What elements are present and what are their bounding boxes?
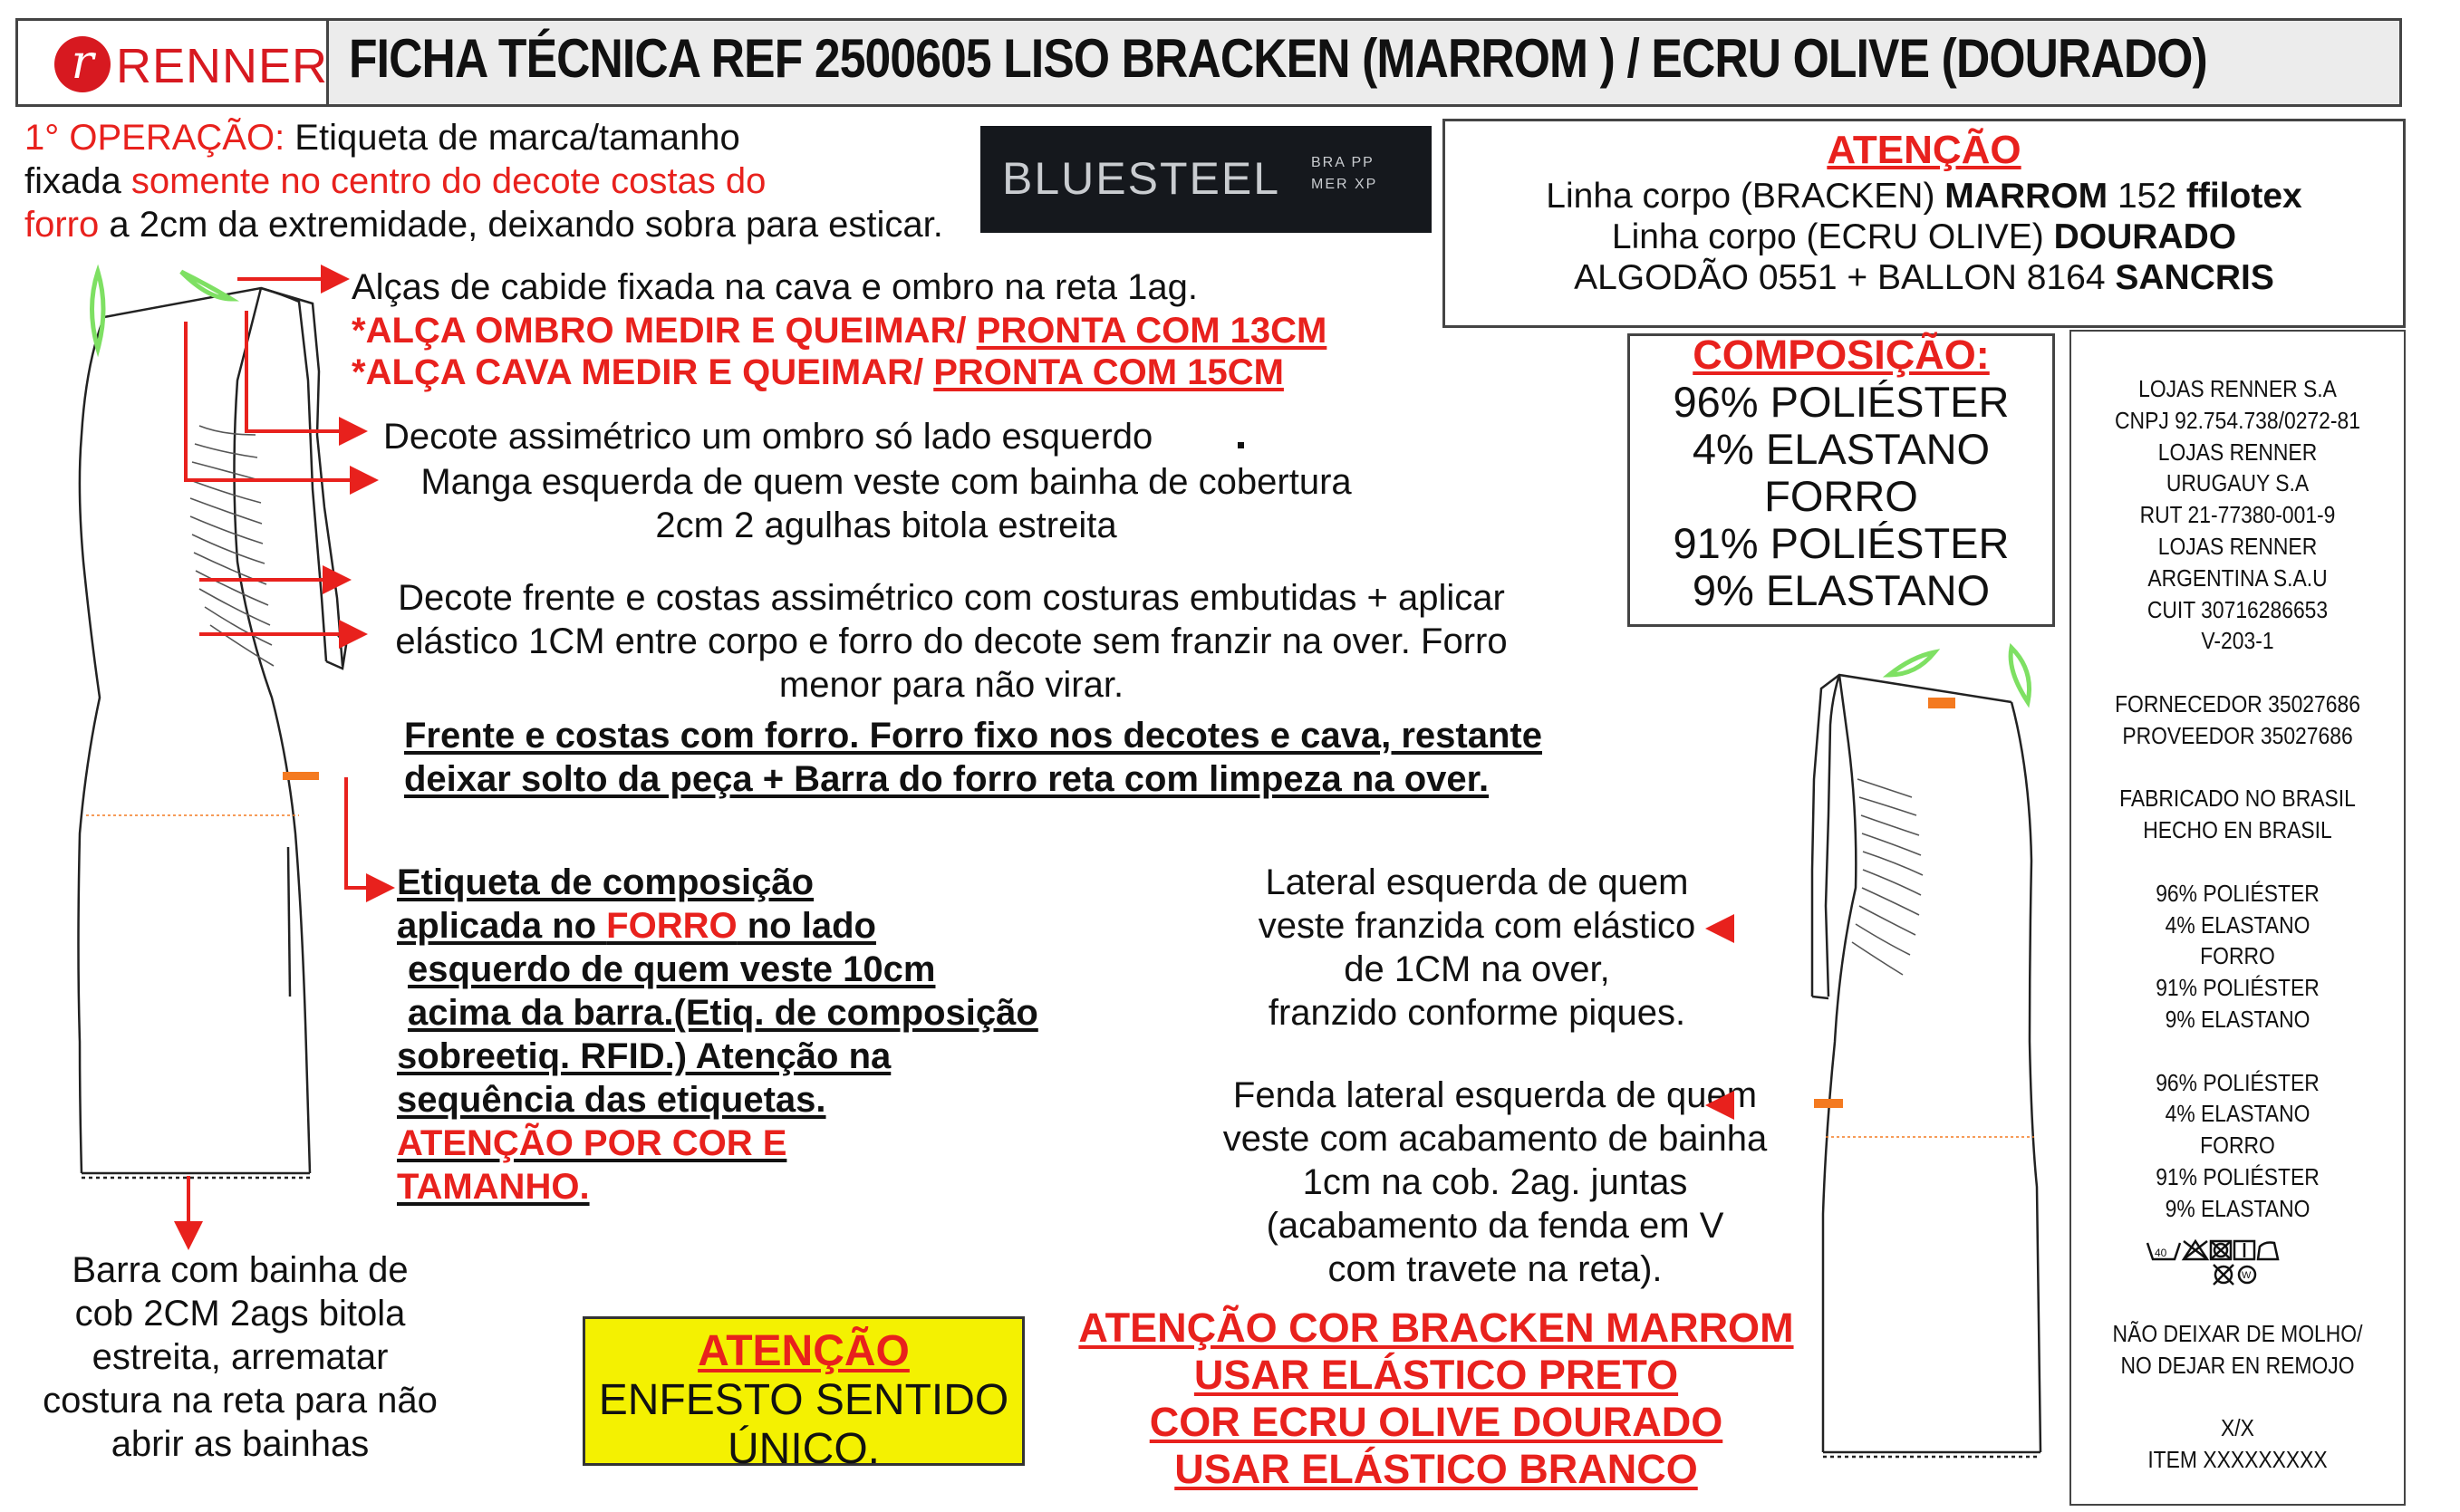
thread-1b: MARROM [1944, 177, 2108, 216]
shoulder-loop-a: *ALÇA OMBRO MEDIR E QUEIMAR/ [352, 311, 977, 351]
etiq-2b: FORRO [606, 906, 738, 946]
care-label-line: HECHO EN BRASIL [2143, 816, 2332, 844]
operation-text-3: somente no centro do decote costas do [130, 161, 767, 201]
care-label-line: LOJAS RENNER [2157, 533, 2318, 560]
care-label-line: CUIT 30716286653 [2146, 595, 2329, 623]
care-label-line: 96% POLIÉSTER [2156, 1068, 2320, 1096]
care-label-line: PROVEEDOR 35027686 [2122, 721, 2353, 749]
care-label-line: 4% ELASTANO [2165, 910, 2310, 939]
fenda-3: 1cm na cob. 2ag. juntas [1302, 1162, 1688, 1202]
brand-label-name: BLUESTEEL [1002, 153, 1281, 204]
care-label-line: URUGAUY S.A [2166, 469, 2310, 497]
care-label-line: FORRO [2200, 1132, 2275, 1160]
cutting-attention-title: ATENÇÃO [698, 1327, 910, 1375]
care-label-line: LOJAS RENNER S.A [2138, 375, 2337, 402]
care-label-line: CNPJ 92.754.738/0272-81 [2115, 406, 2360, 434]
fenda-5: com travete na reta). [1327, 1249, 1663, 1289]
thread-1c: 152 [2108, 177, 2186, 216]
armhole-loop-a: *ALÇA CAVA MEDIR E QUEIMAR/ [352, 352, 934, 392]
thread-line-3 [1442, 258, 2406, 298]
composition-title: COMPOSIÇÃO: [1693, 332, 1990, 378]
armhole-loop-note [352, 351, 1284, 394]
thread-line-1 [1442, 177, 2406, 217]
armhole-loop-b: PRONTA COM 15CM [933, 352, 1284, 392]
cutting-attention-line-2: ÚNICO. [728, 1425, 880, 1473]
barra-3: estreita, arrematar [92, 1337, 389, 1377]
composition-label-mark [283, 772, 319, 780]
thread-2b: DOURADO [2053, 217, 2237, 256]
svg-text:W: W [2242, 1270, 2252, 1281]
care-label-line: LOJAS RENNER [2157, 438, 2318, 466]
lining-note-2: deixar solto da peça + Barra do forro reta com limpeza na over. [404, 759, 1490, 799]
etiq-3: esquerdo de quem veste 10cm [408, 949, 936, 989]
sleeve-note-2: 2cm 2 agulhas bitola estreita [655, 506, 1117, 545]
fenda-1: Fenda lateral esquerda de quem [1232, 1075, 1758, 1115]
barra-4: costura na reta para não [43, 1381, 438, 1421]
brand-label-mark [1928, 698, 1955, 708]
lateral-3: de 1CM na over, [1344, 949, 1610, 989]
color-elastic-note [1042, 1305, 1830, 1493]
etiq-5: sobreetiq. RFID.) Atenção na [397, 1036, 892, 1076]
renner-logo-icon: r [54, 36, 111, 92]
lateral-1: Lateral esquerda de quem [1265, 862, 1689, 902]
composition-line: 9% ELASTANO [1692, 566, 1991, 614]
care-label-line: 96% POLIÉSTER [2156, 879, 2320, 907]
slit-mark [1814, 1099, 1843, 1108]
brand-name: RENNER [116, 39, 329, 93]
hanger-loop-note: Alças de cabide fixada na cava e ombro na reta 1ag. [352, 267, 1198, 307]
composition-line: 4% ELASTANO [1692, 425, 1991, 473]
etiq-2c: no lado [737, 906, 876, 946]
cutting-attention-line-1: ENFESTO SENTIDO [598, 1376, 1009, 1424]
fenda-2: veste com acabamento de bainha [1222, 1119, 1768, 1159]
neckline-fb-3: menor para não virar. [778, 665, 1124, 705]
operation-text-4: forro [24, 205, 100, 245]
care-label-line: 91% POLIÉSTER [2156, 1163, 2320, 1190]
barra-1: Barra com bainha de [72, 1250, 409, 1290]
care-label-line: FORRO [2200, 942, 2275, 970]
hanger-loop-icon [1889, 652, 1934, 675]
care-label-bottom-line: NÃO DEIXAR DE MOLHO/ [2112, 1320, 2363, 1347]
neckline-fb-2: elástico 1CM entre corpo e forro do decote sem franzir na over. Forro [395, 621, 1508, 661]
size-line-2: MER XP [1311, 177, 1378, 192]
care-label-bottom-line: ITEM XXXXXXXXX [2147, 1446, 2328, 1474]
etiq-4: acima da barra.(Etiq. de composição [408, 993, 1038, 1033]
color-note-4: USAR ELÁSTICO BRANCO [1174, 1446, 1698, 1492]
lining-note [404, 714, 1542, 801]
attention-title: ATENÇÃO [1827, 128, 2021, 172]
thread-3a: ALGODÃO 0551 + BALLON 8164 [1574, 258, 2116, 297]
side-gather-note [1232, 861, 1722, 1035]
fenda-4: (acabamento da fenda em V [1266, 1206, 1724, 1246]
care-label-line: FABRICADO NO BRASIL [2119, 785, 2356, 813]
color-note-2: USAR ELÁSTICO PRETO [1193, 1352, 1679, 1398]
composition-line: FORRO [1764, 472, 1918, 520]
svg-text:40: 40 [2155, 1247, 2167, 1259]
care-label-line: RUT 21-77380-001-9 [2139, 501, 2336, 529]
shoulder-loop-b: PRONTA COM 13CM [976, 311, 1327, 351]
lateral-2: veste franzida com elástico [1258, 906, 1696, 946]
hanger-loop-icon [2011, 648, 2029, 702]
care-label-line: ARGENTINA S.A.U [2147, 563, 2328, 592]
hem-note [18, 1248, 462, 1466]
thread-line-2 [1442, 217, 2406, 257]
neckline-fb-1: Decote frente e costas assimétrico com costuras embutidas + aplicar [398, 578, 1505, 618]
color-note-1: ATENÇÃO COR BRACKEN MARROM [1078, 1305, 1794, 1351]
etiq-2a: aplicada no [397, 906, 607, 946]
lining-note-1: Frente e costas com forro. Forro fixo nos decotes e cava, restante [404, 716, 1542, 756]
brand-label-sizes [1311, 152, 1377, 196]
slit-note [1205, 1074, 1785, 1291]
barra-5: abrir as bainhas [111, 1424, 370, 1464]
care-label-line: 4% ELASTANO [2165, 1100, 2310, 1128]
operation-text-2: fixada [24, 161, 131, 201]
sleeve-note [352, 460, 1421, 547]
hanger-loop-icon [181, 272, 231, 299]
operation-prefix: 1° OPERAÇÃO: [24, 118, 285, 158]
page-title: FICHA TÉCNICA REF 2500605 LISO BRACKEN (MARROM ) / ECRU OLIVE (DOURADO) [349, 28, 2207, 89]
etiq-1: Etiqueta de composição [397, 862, 815, 902]
composition-label-note [397, 861, 1038, 1209]
front-dress-sketch [79, 288, 347, 1178]
operation-text-1: Etiqueta de marca/tamanho [285, 118, 740, 158]
composition-line: 96% POLIÉSTER [1673, 378, 2010, 426]
etiq-8: TAMANHO. [397, 1167, 590, 1207]
hanger-loop-icon [92, 272, 104, 349]
thread-2a: Linha corpo (ECRU OLIVE) [1611, 217, 2054, 256]
barra-2: cob 2CM 2ags bitola [74, 1294, 406, 1334]
thread-3b: SANCRIS [2115, 258, 2274, 297]
neckline-note: Decote assimétrico um ombro só lado esquerdo [383, 417, 1153, 457]
lateral-4: franzido conforme piques. [1268, 993, 1686, 1033]
care-label-line: 9% ELASTANO [2165, 1006, 2310, 1033]
size-line-1: BRA PP [1311, 155, 1375, 170]
etiq-7: ATENÇÃO POR COR E [397, 1123, 787, 1163]
front-back-neckline-note [362, 576, 1540, 707]
etiq-6: sequência das etiquetas. [397, 1080, 826, 1120]
care-label-line: V-203-1 [2201, 627, 2274, 655]
care-label-line: 9% ELASTANO [2165, 1194, 2310, 1222]
thread-1a: Linha corpo (BRACKEN) [1546, 177, 1945, 216]
composition-line: 91% POLIÉSTER [1673, 519, 2010, 567]
first-operation-note [24, 116, 976, 246]
shoulder-loop-note [352, 309, 1326, 352]
dot-mark [1238, 442, 1244, 448]
sleeve-note-1: Manga esquerda de quem veste com bainha de cobertura [420, 462, 1352, 502]
care-label-bottom-line: X/X [2221, 1414, 2254, 1442]
operation-text-5: a 2cm da extremidade, deixando sobra para esticar. [99, 205, 943, 245]
care-label-line: FORNECEDOR 35027686 [2115, 690, 2360, 717]
thread-1d: ffilotex [2185, 177, 2302, 216]
care-label-line: 91% POLIÉSTER [2156, 974, 2320, 1002]
color-note-3: COR ECRU OLIVE DOURADO [1149, 1399, 1723, 1445]
back-dress-sketch [1812, 675, 2040, 1457]
care-label-bottom-line: NO DEJAR EN REMOJO [2120, 1351, 2355, 1379]
